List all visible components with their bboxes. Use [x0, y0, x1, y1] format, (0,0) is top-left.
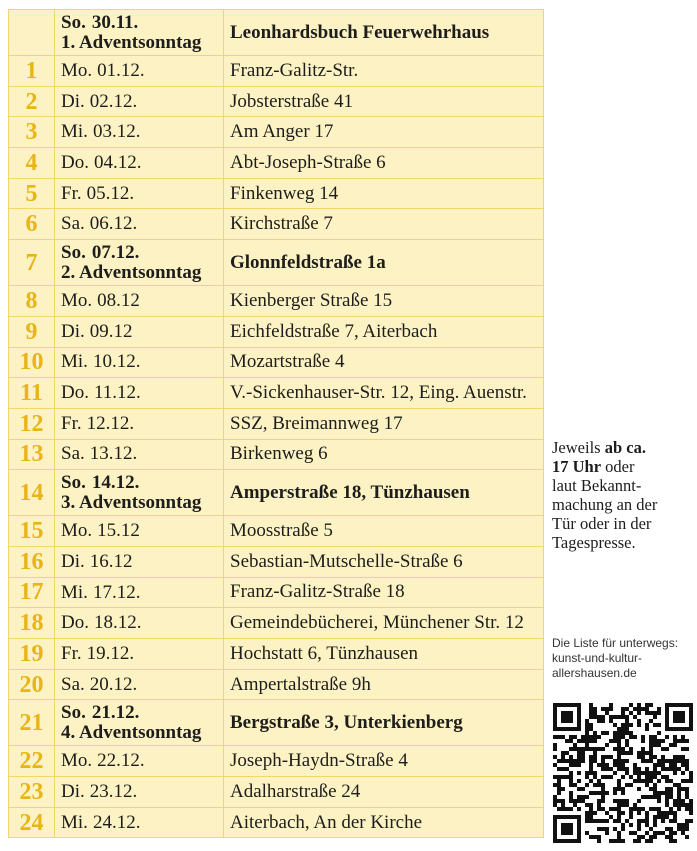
calendar-row: [9, 807, 544, 838]
weekday: Fr.: [61, 412, 82, 434]
day-number: 12: [9, 408, 55, 439]
day-number: 18: [9, 608, 55, 639]
date: 14.12.: [91, 471, 140, 493]
day-date-cell: [55, 746, 224, 777]
day-date-cell: [55, 777, 224, 808]
day-date-line: [61, 813, 223, 833]
day-date-line: [61, 444, 223, 464]
day-date-line: [61, 703, 223, 723]
day-date-cell: [55, 56, 224, 87]
date: 30.11.: [91, 11, 139, 33]
date: 17.12.: [92, 581, 141, 603]
day-date-cell: [55, 86, 224, 117]
day-date-line: [61, 782, 223, 802]
date: 11.12.: [93, 382, 141, 404]
address: Ampertalstraße 9h: [224, 669, 544, 700]
date: 07.12.: [91, 241, 140, 263]
calendar-row: [9, 347, 544, 378]
weekday: Mi.: [61, 811, 88, 833]
address: Amperstraße 18, Tünzhausen: [224, 470, 544, 516]
day-date-line: [61, 613, 223, 633]
weekday: Mo.: [61, 290, 93, 311]
calendar-row: [9, 639, 544, 670]
day-date-line: [61, 521, 223, 541]
day-number: 14: [9, 470, 55, 516]
day-date-line: [61, 751, 223, 771]
date: 19.12.: [86, 642, 135, 664]
advent-sunday-note: 3. Adventsonntag: [61, 491, 202, 513]
date: 01.12.: [97, 59, 145, 81]
list-note: [552, 636, 697, 681]
qr-code-icon[interactable]: [553, 703, 693, 843]
day-date-cell: [55, 240, 224, 286]
day-date-line: [61, 473, 223, 493]
day-date-cell: [55, 669, 224, 700]
weekday: Sa.: [61, 673, 85, 695]
day-date-cell: [55, 178, 224, 209]
time-info-line-6: Tagespresse.: [552, 533, 636, 552]
date: 18.12.: [93, 612, 142, 634]
advent-sunday-note: 2. Adventsonntag: [61, 261, 202, 283]
date: 22.12.: [97, 750, 145, 772]
day-date-line: [61, 552, 223, 572]
date: 15.12: [97, 520, 140, 542]
day-date-cell: [55, 608, 224, 639]
day-date-line: [61, 184, 223, 204]
day-date-line: [61, 61, 223, 81]
day-date-line: [61, 122, 223, 142]
calendar-row: [9, 117, 544, 148]
day-number: 19: [9, 639, 55, 670]
day-date-cell: [55, 209, 224, 240]
date: 20.12.: [89, 673, 138, 695]
address: Eichfeldstraße 7, Aiterbach: [224, 316, 544, 347]
day-date-cell: [55, 347, 224, 378]
weekday: Do.: [61, 612, 89, 634]
advent-calendar-table: [8, 9, 544, 838]
date: 06.12.: [89, 213, 138, 235]
calendar-row: [9, 240, 544, 286]
address: Birkenweg 6: [224, 439, 544, 470]
time-info-line-3: laut Bekannt-: [552, 476, 642, 495]
list-note-line-1: Die Liste für unterwegs:: [552, 636, 679, 650]
weekday: Sa.: [61, 213, 85, 235]
day-number: 20: [9, 669, 55, 700]
address: Kirchstraße 7: [224, 209, 544, 240]
calendar-row: [9, 439, 544, 470]
day-date-line: [61, 383, 223, 403]
day-date-cell: [55, 516, 224, 547]
day-date-line: [61, 675, 223, 695]
calendar-row: [9, 608, 544, 639]
address: Adalharstraße 24: [224, 777, 544, 808]
address: Am Anger 17: [224, 117, 544, 148]
day-number: 6: [9, 209, 55, 240]
day-number: 23: [9, 777, 55, 808]
day-number: 1: [9, 56, 55, 87]
time-info-rest: oder: [601, 457, 635, 476]
day-date-line: [61, 583, 223, 603]
day-date-cell: [55, 577, 224, 608]
weekday: Di.: [61, 90, 85, 112]
date: 13.12.: [89, 443, 138, 465]
address: Aiterbach, An der Kirche: [224, 807, 544, 838]
day-date-cell: [55, 807, 224, 838]
day-date-line: [61, 644, 223, 664]
day-date-cell: [55, 470, 224, 516]
day-number: [9, 10, 55, 56]
time-info-prefix: Jeweils: [552, 438, 605, 457]
day-date-line: [61, 92, 223, 112]
day-number: 16: [9, 546, 55, 577]
day-date-line: [61, 13, 223, 33]
calendar-row: [9, 577, 544, 608]
date: 03.12.: [92, 121, 141, 143]
time-info: [552, 438, 692, 552]
calendar-row: [9, 516, 544, 547]
weekday: Do.: [61, 151, 89, 173]
address: SSZ, Breimannweg 17: [224, 408, 544, 439]
weekday: Mi.: [61, 121, 88, 143]
time-info-line-2: [552, 457, 692, 476]
day-date-cell: [55, 546, 224, 577]
address: Abt-Joseph-Straße 6: [224, 148, 544, 179]
address: Kienberger Straße 15: [224, 286, 544, 317]
calendar-row: [9, 408, 544, 439]
date: 05.12.: [86, 182, 135, 204]
day-date-line: [61, 291, 223, 311]
time-info-line-4: machung an der: [552, 495, 658, 514]
calendar-row: [9, 669, 544, 700]
address: V.-Sickenhauser-Str. 12, Eing. Auenstr.: [224, 378, 544, 409]
day-number: 5: [9, 178, 55, 209]
address: Franz-Galitz-Str.: [224, 56, 544, 87]
weekday: Mi.: [61, 581, 88, 603]
list-note-line-3[interactable]: allershausen.de: [552, 666, 637, 680]
date: 04.12.: [93, 151, 142, 173]
date: 10.12.: [92, 351, 141, 373]
day-number: 3: [9, 117, 55, 148]
date: 21.12.: [91, 701, 140, 723]
calendar-row: [9, 86, 544, 117]
list-note-line-2[interactable]: kunst-und-kultur-: [552, 651, 643, 665]
day-date-cell: [55, 148, 224, 179]
weekday: Mo.: [61, 59, 93, 81]
address: Gemeindebücherei, Münchener Str. 12: [224, 608, 544, 639]
day-number: 21: [9, 700, 55, 746]
day-date-cell: [55, 639, 224, 670]
weekday: So.: [61, 11, 86, 33]
calendar-row: [9, 56, 544, 87]
day-number: 11: [9, 378, 55, 409]
weekday: Mi.: [61, 351, 88, 373]
address: Sebastian-Mutschelle-Straße 6: [224, 546, 544, 577]
weekday: Fr.: [61, 182, 82, 204]
weekday: So.: [61, 241, 86, 263]
advent-sunday-note: 1. Adventsonntag: [61, 31, 202, 53]
day-number: 17: [9, 577, 55, 608]
day-number: 9: [9, 316, 55, 347]
day-date-line: [61, 214, 223, 234]
address: Hochstatt 6, Tünzhausen: [224, 639, 544, 670]
time-info-line-5: Tür oder in der: [552, 514, 652, 533]
day-date-cell: [55, 439, 224, 470]
address: Leonhardsbuch Feuerwehrhaus: [224, 10, 544, 56]
address: Moosstraße 5: [224, 516, 544, 547]
time-info-bold-1: ab ca.: [604, 438, 646, 457]
calendar-row: [9, 10, 544, 56]
advent-sunday-note: 4. Adventsonntag: [61, 721, 202, 743]
address: Bergstraße 3, Unterkienberg: [224, 700, 544, 746]
day-number: 8: [9, 286, 55, 317]
calendar-row: [9, 316, 544, 347]
date: 23.12.: [89, 780, 138, 802]
calendar-row: [9, 470, 544, 516]
day-number: 4: [9, 148, 55, 179]
day-date-cell: [55, 700, 224, 746]
day-date-line: [61, 414, 223, 434]
calendar-row: [9, 148, 544, 179]
address: Franz-Galitz-Straße 18: [224, 577, 544, 608]
day-date-cell: [55, 378, 224, 409]
day-number: 7: [9, 240, 55, 286]
calendar-row: [9, 286, 544, 317]
weekday: Fr.: [61, 642, 82, 664]
weekday: Mo.: [61, 750, 93, 772]
day-number: 22: [9, 746, 55, 777]
weekday: Mo.: [61, 520, 93, 542]
date: 08.12: [97, 290, 140, 311]
calendar-row: [9, 378, 544, 409]
calendar-row: [9, 209, 544, 240]
day-number: 10: [9, 347, 55, 378]
date: 16.12: [89, 550, 133, 572]
address: Finkenweg 14: [224, 178, 544, 209]
address: Jobsterstraße 41: [224, 86, 544, 117]
calendar-row: [9, 746, 544, 777]
day-date-line: [61, 153, 223, 173]
weekday: Sa.: [61, 443, 85, 465]
calendar-row: [9, 178, 544, 209]
date: 02.12.: [89, 90, 138, 112]
day-number: 2: [9, 86, 55, 117]
day-date-line: [61, 352, 223, 372]
time-info-bold-2: 17 Uhr: [552, 457, 602, 476]
day-date-line: [61, 322, 223, 342]
calendar-row: [9, 777, 544, 808]
day-date-cell: [55, 408, 224, 439]
weekday: So.: [61, 471, 86, 493]
weekday: Di.: [61, 320, 85, 342]
address: Joseph-Haydn-Straße 4: [224, 746, 544, 777]
day-date-cell: [55, 117, 224, 148]
address: Mozartstraße 4: [224, 347, 544, 378]
calendar-row: [9, 700, 544, 746]
day-number: 13: [9, 439, 55, 470]
date: 24.12.: [92, 811, 141, 833]
weekday: Di.: [61, 550, 85, 572]
address: Glonnfeldstraße 1a: [224, 240, 544, 286]
day-date-cell: [55, 316, 224, 347]
date: 09.12: [89, 320, 133, 342]
day-number: 24: [9, 807, 55, 838]
day-date-cell: [55, 286, 224, 317]
day-number: 15: [9, 516, 55, 547]
weekday: So.: [61, 701, 86, 723]
calendar-row: [9, 546, 544, 577]
time-info-line-1: [552, 438, 692, 457]
weekday: Do.: [61, 382, 89, 404]
day-date-cell: [55, 10, 224, 56]
date: 12.12.: [86, 412, 135, 434]
day-date-line: [61, 243, 223, 263]
weekday: Di.: [61, 780, 85, 802]
